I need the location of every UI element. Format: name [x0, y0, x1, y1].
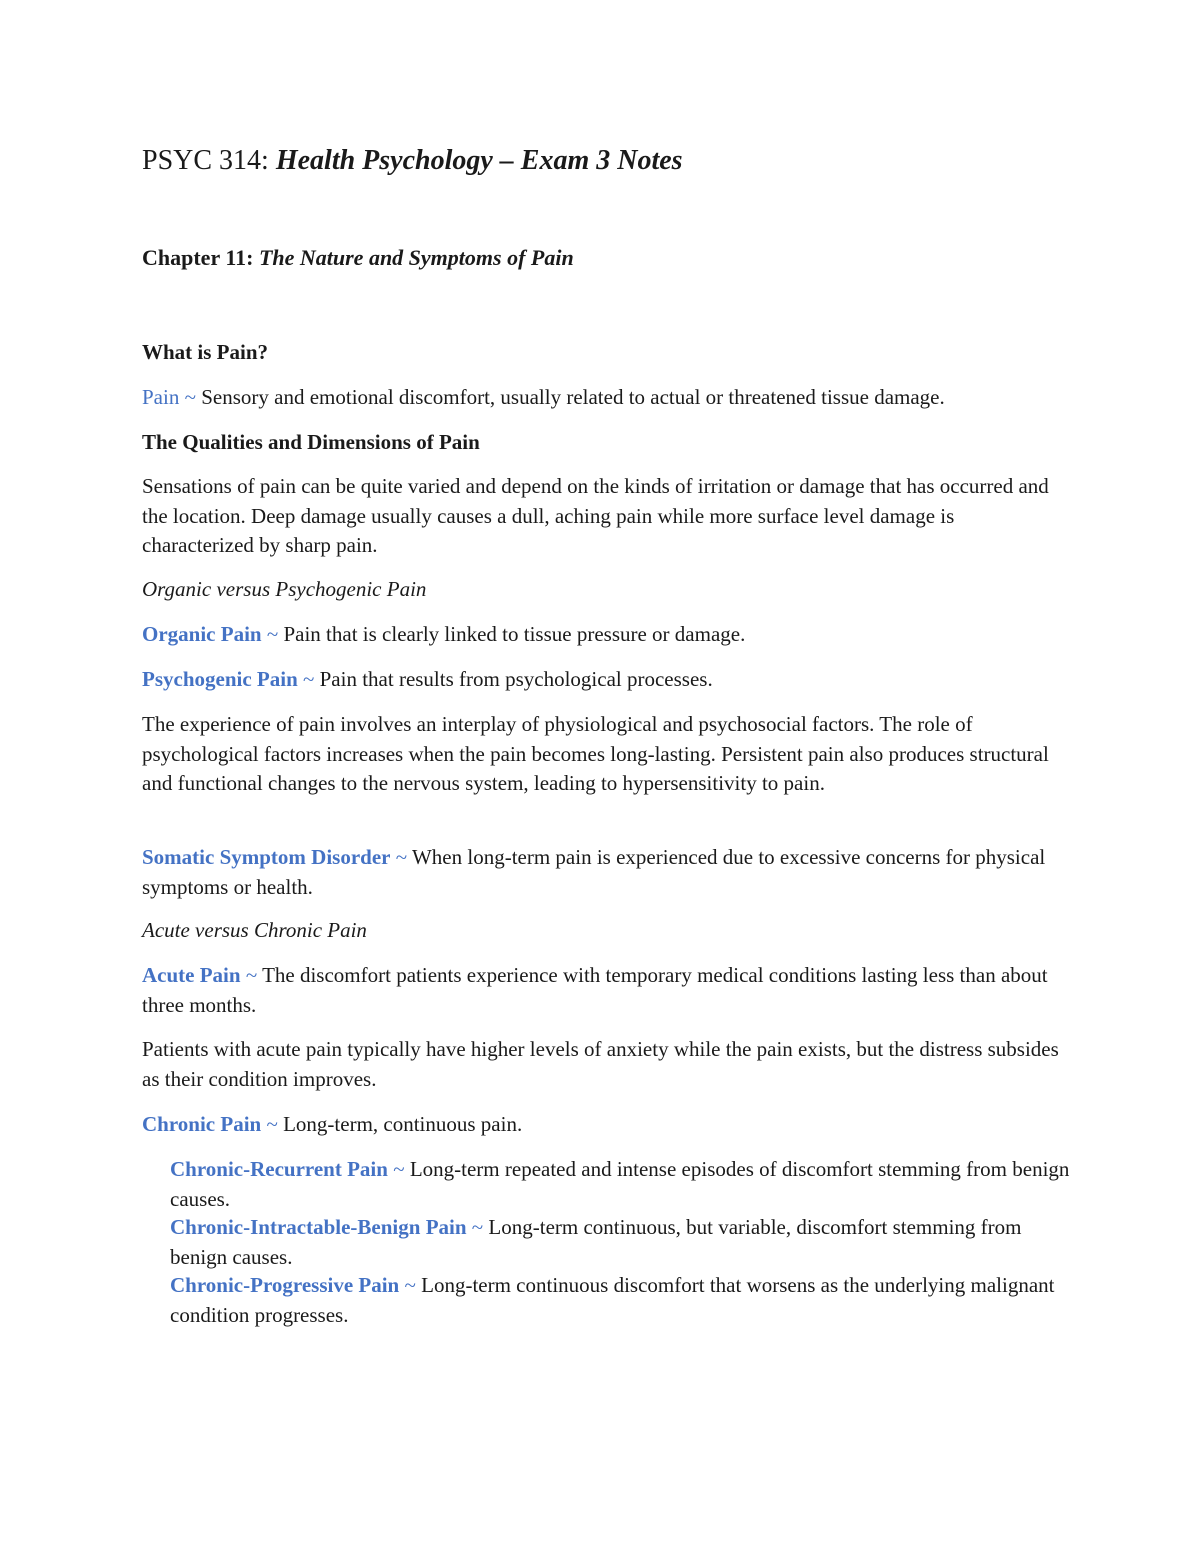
tilde-separator: ~	[266, 1112, 278, 1136]
definition-text: The discomfort patients experience with temporary medical conditions lasting less than about three months.	[142, 963, 1048, 1017]
tilde-separator: ~	[404, 1273, 416, 1297]
term-chronic-recurrent-pain: Chronic-Recurrent Pain	[170, 1157, 388, 1181]
definition-text: When long-term pain is experienced due to excessive concerns for physical symptoms or health.	[142, 845, 1046, 899]
tilde-separator: ~	[393, 1157, 405, 1181]
chapter-heading	[142, 243, 574, 273]
tilde-separator: ~	[245, 963, 258, 987]
definition-pain	[142, 383, 1062, 413]
term-acute-pain: Acute Pain	[142, 963, 241, 987]
subheading-acute-vs-chronic: Acute versus Chronic Pain	[142, 918, 367, 942]
tilde-separator: ~	[266, 622, 279, 646]
term-organic-pain: Organic Pain	[142, 622, 262, 646]
definition-acute-pain	[142, 961, 1062, 1020]
section-heading-qualities: The Qualities and Dimensions of Pain	[142, 430, 480, 454]
section-heading-what-is-pain: What is Pain?	[142, 340, 269, 364]
chapter-label: Chapter 11:	[142, 245, 254, 270]
course-subtitle: Health Psychology – Exam 3 Notes	[275, 145, 683, 176]
definition-somatic-symptom-disorder	[142, 843, 1062, 902]
definition-text: Pain that results from psychological processes.	[319, 667, 713, 691]
paragraph-acute-note: Patients with acute pain typically have higher levels of anxiety while the pain exists, but the distress subsides as their condition improves.	[142, 1037, 1059, 1091]
tilde-separator: ~	[303, 667, 315, 691]
definition-text: Long-term continuous discomfort that worsens as the underlying malignant condition progresses.	[170, 1273, 1055, 1327]
definition-chronic-progressive-pain	[170, 1271, 1070, 1330]
tilde-separator: ~	[395, 845, 408, 869]
term-somatic-symptom-disorder: Somatic Symptom Disorder	[142, 845, 391, 869]
term-chronic-pain: Chronic Pain	[142, 1112, 262, 1136]
page-title	[142, 143, 683, 179]
term-chronic-intractable-benign-pain: Chronic-Intractable-Benign Pain	[170, 1215, 467, 1239]
tilde-separator: ~	[471, 1215, 484, 1239]
definition-text: Long-term continuous, but variable, discomfort stemming from benign causes.	[170, 1215, 1022, 1269]
term-pain: Pain	[142, 385, 180, 409]
paragraph-qualities-intro: Sensations of pain can be quite varied and depend on the kinds of irritation or damage that has occurred and the location. Deep damage usually causes a dull, aching pain while more surface level damage is characterized by sharp pain.	[142, 474, 1049, 557]
definition-psychogenic-pain	[142, 665, 1062, 695]
term-chronic-progressive-pain: Chronic-Progressive Pain	[170, 1273, 400, 1297]
paragraph-interplay: The experience of pain involves an interplay of physiological and psychosocial factors. The role of psychological factors increases when the pain becomes long-lasting. Persistent pain also produces structural and functional changes to the nervous system, leading to hypersensitivity to pain.	[142, 712, 1049, 795]
definition-chronic-pain	[142, 1110, 1062, 1140]
definition-chronic-intractable-benign-pain	[170, 1213, 1070, 1272]
definition-text: Sensory and emotional discomfort, usually related to actual or threatened tissue damage.	[201, 385, 945, 409]
subheading-organic-vs-psychogenic: Organic versus Psychogenic Pain	[142, 577, 427, 601]
term-psychogenic-pain: Psychogenic Pain	[142, 667, 298, 691]
definition-text: Long-term repeated and intense episodes of discomfort stemming from benign causes.	[170, 1157, 1070, 1211]
definition-text: Long-term, continuous pain.	[283, 1112, 523, 1136]
tilde-separator: ~	[184, 385, 196, 409]
definition-text: Pain that is clearly linked to tissue pressure or damage.	[283, 622, 746, 646]
course-code: PSYC 314:	[142, 145, 269, 176]
definition-chronic-recurrent-pain	[170, 1155, 1070, 1214]
definition-organic-pain	[142, 620, 1062, 650]
chapter-name: The Nature and Symptoms of Pain	[258, 245, 574, 270]
